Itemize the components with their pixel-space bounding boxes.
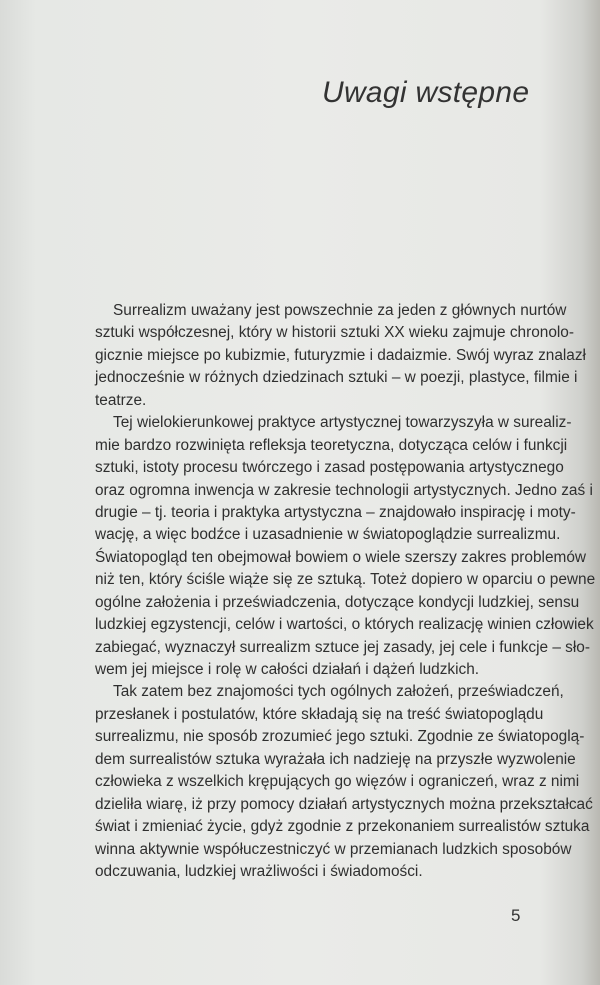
text-line: oraz ogromna inwencja w zakresie technologii artystycznych. Jedno zaś i [95, 481, 593, 499]
text-line: człowieka z wszelkich krępujących go więzów i ograniczeń, wraz z nimi [95, 773, 580, 791]
text-line: gicznie miejsce po kubizmie, futuryzmie i dadaizmie. Swój wyraz znalazł [95, 346, 586, 364]
text-line: dzieliła wiarę, iż przy pomocy działań artystycznych można przekształcać [95, 795, 593, 813]
text-line: jednocześnie w różnych dziedzinach sztuki – w poezji, plastyce, filmie i [95, 369, 578, 387]
text-line: Światopogląd ten obejmował bowiem o wiele szerszy zakres problemów [95, 548, 587, 566]
text-line: niż ten, który ściśle wiąże się ze sztuką. Toteż dopiero w oparciu o pewne [95, 571, 596, 589]
text-line: świat i zmieniać życie, gdyż zgodnie z przekonaniem surrealistów sztuka [95, 818, 590, 836]
text-line: surrealizmu, nie sposób zrozumieć jego sztuki. Zgodnie ze światopoglą- [95, 728, 585, 746]
text-line: sztuki współczesnej, który w historii sztuki XX wieku zajmuje chronolo- [95, 324, 574, 342]
text-line: zabiegać, wyznaczył surrealizm sztuce jej zasady, jej cele i funkcje – sło- [95, 638, 590, 656]
chapter-title: Uwagi wstępne [322, 76, 530, 109]
text-line: mie bardzo rozwinięta refleksja teoretyczna, dotycząca celów i funkcji [95, 436, 568, 454]
text-line: drugie – tj. teoria i praktyka artystyczna – znajdowało inspirację i moty- [95, 503, 576, 521]
text-line: wację, a więc bodźce i uzasadnienie w światopoglądzie surrealizmu. [95, 526, 561, 544]
text-line: ogólne założenia i przeświadczenia, dotyczące kondycji ludzkiej, sensu [95, 593, 580, 611]
body-text [95, 300, 596, 883]
text-line: odczuwania, ludzkiej wrażliwości i świadomości. [95, 862, 423, 880]
text-line: Tak zatem bez znajomości tych ogólnych założeń, przeświadczeń, [113, 683, 564, 701]
text-line: wem jej miejsce i rolę w całości działań i dążeń ludzkich. [95, 661, 480, 678]
text-line: Tej wielokierunkowej praktyce artystycznej towarzyszyła w surealiz- [113, 414, 572, 432]
text-line: przesłanek i postulatów, które składają się na treść światopoglądu [95, 705, 544, 723]
text-line: dem surrealistów sztuka wyrażała ich nadzieję na przyszłe wyzwolenie [95, 750, 576, 768]
text-line: sztuki, istoty procesu twórczego i zasad postępowania artystycznego [95, 459, 564, 477]
page-number: 5 [511, 906, 521, 925]
text-line: Surrealizm uważany jest powszechnie za jeden z głównych nurtów [113, 302, 567, 319]
text-line: ludzkiej egzystencji, celów i wartości, o których realizację winien człowiek [95, 616, 594, 634]
text-line: winna aktywnie współuczestniczyć w przemianach ludzkich sposobów [95, 840, 572, 858]
text-line: teatrze. [95, 391, 147, 409]
